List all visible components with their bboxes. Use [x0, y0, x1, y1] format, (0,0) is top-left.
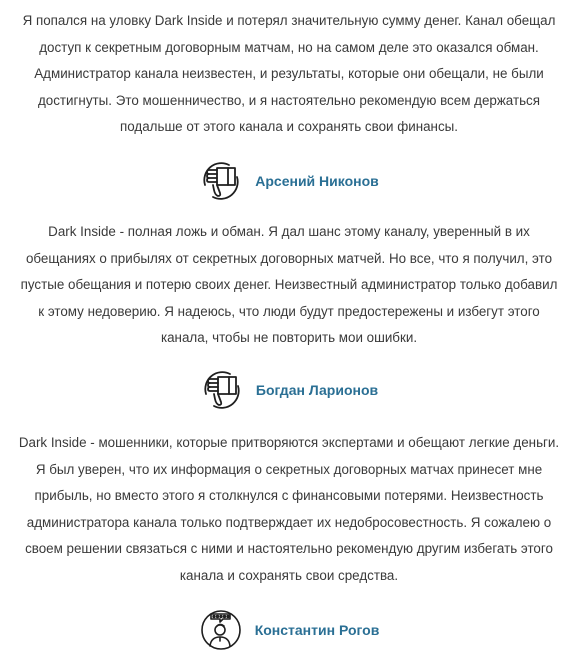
user-rating-icon — [199, 608, 243, 652]
author-name: Константин Рогов — [254, 621, 380, 638]
thumbs-down-icon — [200, 368, 244, 412]
author-name: Арсений Никонов — [255, 172, 379, 189]
review-text: Dark Inside - мошенники, которые притворяются экспертами и обещают легкие деньги. Я был уверен, что их информация о секретных договорных матчах принесет мне прибыль, но вместо этого я столкнулся с финансовыми потерями. Неизвестность администратора канала только подтверждает их недобросовестность. Я сожалею о своем решении связаться с ними и настоятельно рекомендую другим избегать этого канала и сохранять свои средства. — [18, 434, 560, 583]
review-author — [16, 362, 562, 418]
review-item — [16, 0, 562, 209]
author-name: Богдан Ларионов — [255, 381, 379, 398]
review-author — [16, 153, 562, 209]
thumbs-down-icon — [199, 159, 243, 203]
review-text: Я попался на уловку Dark Inside и потерял значительную сумму денег. Канал обещал доступ к секретным договорным матчам, но на самом деле это оказался обман. Администратор канала неизвестен, и результаты, которые они обещали, не были достигнуты. Это мошенничество, и я настоятельно рекомендую всем держаться подальше от этого канала и сохранять свои финансы. — [22, 13, 556, 135]
review-item — [16, 430, 562, 658]
review-author — [16, 602, 562, 658]
review-text: Dark Inside - полная ложь и обман. Я дал шанс этому каналу, уверенный в их обещаниях о прибылях от секретных договорных матчей. Но все, что я получил, это пустые обещания и потерю своих денег. Неизвестный администратор только добавил к этому недоверию. Я надеюсь, что люди будут предостережены и избегут этого канала, чтобы не повторить мои ошибки. — [20, 223, 558, 346]
review-item — [16, 219, 562, 418]
